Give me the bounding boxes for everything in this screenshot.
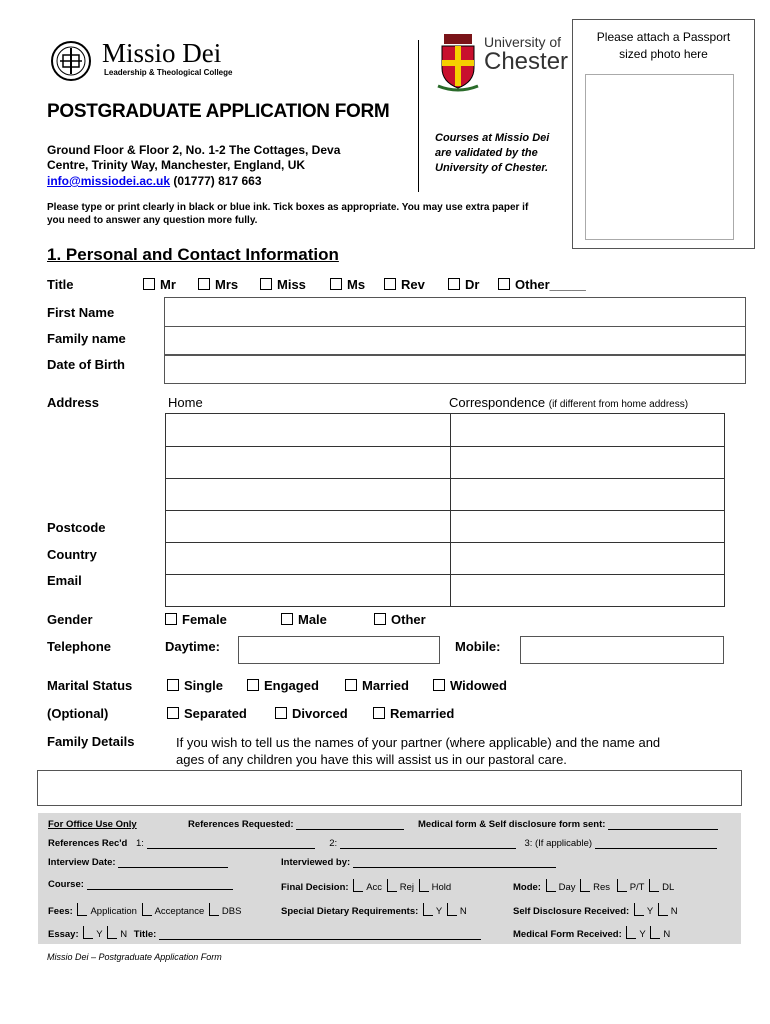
college-seal-icon [50,40,92,82]
photo-instruction-1: Please attach a Passport [596,30,731,44]
ref2-input[interactable] [340,848,516,849]
daytime-phone-input[interactable] [238,636,440,664]
gender-option-female[interactable]: Female [165,612,227,627]
correspondence-postcode-input[interactable] [451,511,724,542]
interview-date-input[interactable] [118,867,228,868]
marital-status-label: Marital Status [47,678,133,693]
medical-received-label: Medical Form Received: [513,929,622,940]
validation-note: Courses at Missio Dei are validated by the University of Chester. [435,132,550,174]
marital-option-divorced[interactable]: Divorced [275,706,348,721]
ref3-input[interactable] [595,848,717,849]
chester-name-line-2: Chester [484,48,569,75]
contact-email-link[interactable]: info@missiodei.ac.uk [47,174,171,188]
course-label: Course: [48,879,84,890]
references-requested-label: References Requested: [188,819,294,830]
office-use-box: For Office Use Only References Requested: Medical form & Self disclosure form sent: References Rec'd 1: 2: 3: (If applicable) Interview Date: Interviewed by: Course: Final Decision: Acc Rej Hold Mode: Day Res P/T DL Fees: Application Acceptance DBS Special Dietary Requirements: Y N Self Disclosure Received: Y N Essay: Y N Title: Medical Form Received: Y N [38,813,741,944]
gender-option-male[interactable]: Male [281,612,327,627]
first-name-label: First Name [47,305,115,320]
photo-frame[interactable] [585,74,734,240]
photo-instruction-2: sized photo here [619,47,708,61]
fees-application-checkbox[interactable] [77,903,87,916]
home-address-input[interactable] [166,414,450,510]
medical-self-label: Medical form & Self disclosure form sent: [418,819,606,830]
address-table [165,413,725,607]
contact-phone: (01777) 817 663 [173,174,262,188]
essay-no-checkbox[interactable] [107,926,117,939]
missio-dei-logo [50,40,240,82]
mode-res-checkbox[interactable] [580,879,590,892]
essay-yes-checkbox[interactable] [83,926,93,939]
gender-option-other[interactable]: Other [374,612,426,627]
logo-name: Missio Dei [102,38,222,68]
essay-title-input[interactable] [159,939,481,940]
title-option-mr[interactable]: Mr [143,277,176,292]
chester-name-line-1: University of [484,34,562,50]
optional-label: (Optional) [47,706,109,721]
references-requested-input[interactable] [296,829,404,830]
logo-tagline: Leadership & Theological College [104,68,233,77]
dietary-no-checkbox[interactable] [447,903,457,916]
footer-text: Missio Dei – Postgraduate Application Form [47,952,222,962]
dob-label: Date of Birth [47,357,125,372]
self-disclosure-no-checkbox[interactable] [658,903,668,916]
address-line-1: Ground Floor & Floor 2, No. 1-2 The Cottages, Deva [47,143,341,157]
family-details-label: Family Details [47,734,135,749]
decision-rej-checkbox[interactable] [387,879,397,892]
section-heading: 1. Personal and Contact Information [47,245,339,264]
family-details-note: If you wish to tell us the names of your partner (where applicable) and the name and ages of any children you have this will assist us in our pastoral care. [176,735,661,767]
title-option-mrs[interactable]: Mrs [198,277,238,292]
office-heading: For Office Use Only [48,819,137,830]
medical-self-input[interactable] [608,829,718,830]
correspondence-label: Correspondence (if different from home address) [449,395,689,410]
address-label: Address [47,395,100,410]
correspondence-address-input[interactable] [451,414,724,510]
family-name-label: Family name [47,331,126,346]
medical-yes-checkbox[interactable] [626,926,636,939]
self-disclosure-yes-checkbox[interactable] [634,903,644,916]
interviewed-by-label: Interviewed by: [281,857,351,868]
postcode-label: Postcode [47,520,106,535]
interview-date-label: Interview Date: [48,857,116,868]
home-country-input[interactable] [166,543,450,574]
mode-pt-checkbox[interactable] [617,879,627,892]
ref1-input[interactable] [147,848,315,849]
country-label: Country [47,547,97,562]
interviewed-by-input[interactable] [353,867,556,868]
title-label: Title [47,277,74,292]
instructions: Please type or print clearly in black or blue ink. Tick boxes as appropriate. You may use extra paper if you need to answer any question more fully. [47,202,529,226]
self-disclosure-label: Self Disclosure Received: [513,906,630,917]
mode-label: Mode: [513,882,541,893]
dietary-yes-checkbox[interactable] [423,903,433,916]
address-line-2: Centre, Trinity Way, Manchester, England, UK [47,158,306,172]
decision-acc-checkbox[interactable] [353,879,363,892]
telephone-label: Telephone [47,639,112,654]
course-input[interactable] [87,889,233,890]
mobile-phone-input[interactable] [520,636,724,664]
form-title: POSTGRADUATE APPLICATION FORM [47,101,390,122]
header-divider [418,40,419,192]
home-postcode-input[interactable] [166,511,450,542]
title-option-dr[interactable]: Dr [448,277,479,292]
medical-no-checkbox[interactable] [650,926,660,939]
home-email-input[interactable] [166,575,450,606]
gender-label: Gender [47,612,93,627]
fees-dbs-checkbox[interactable] [209,903,219,916]
mobile-label: Mobile: [455,639,501,654]
chester-logo [436,32,571,94]
photo-box [572,19,755,249]
title-option-miss[interactable]: Miss [260,277,306,292]
home-label: Home [168,395,203,410]
family-details-input[interactable] [37,770,742,806]
final-decision-label: Final Decision: [281,882,349,893]
references-recd-label: References Rec'd [48,838,128,849]
decision-hold-checkbox[interactable] [419,879,429,892]
marital-option-remarried[interactable]: Remarried [373,706,454,721]
marital-option-married[interactable]: Married [345,678,409,693]
chester-crest-icon [436,32,480,94]
fees-acceptance-checkbox[interactable] [142,903,152,916]
marital-option-separated[interactable]: Separated [167,706,247,721]
dob-input[interactable] [164,355,746,384]
family-name-input[interactable] [164,326,746,355]
email-label: Email [47,573,82,588]
marital-option-engaged[interactable]: Engaged [247,678,319,693]
marital-option-widowed[interactable]: Widowed [433,678,507,693]
dietary-label: Special Dietary Requirements: [281,906,419,917]
daytime-label: Daytime: [165,639,220,654]
title-option-other[interactable]: Other_____ [498,277,586,292]
mode-day-checkbox[interactable] [546,879,556,892]
correspondence-email-input[interactable] [451,575,724,606]
title-option-rev[interactable]: Rev [384,277,425,292]
title-option-ms[interactable]: Ms [330,277,365,292]
mode-dl-checkbox[interactable] [649,879,659,892]
first-name-input[interactable] [164,297,746,327]
marital-option-single[interactable]: Single [167,678,223,693]
correspondence-country-input[interactable] [451,543,724,574]
essay-title-label: Title: [133,929,157,940]
fees-label: Fees: [48,906,73,917]
essay-label: Essay: [48,929,79,940]
